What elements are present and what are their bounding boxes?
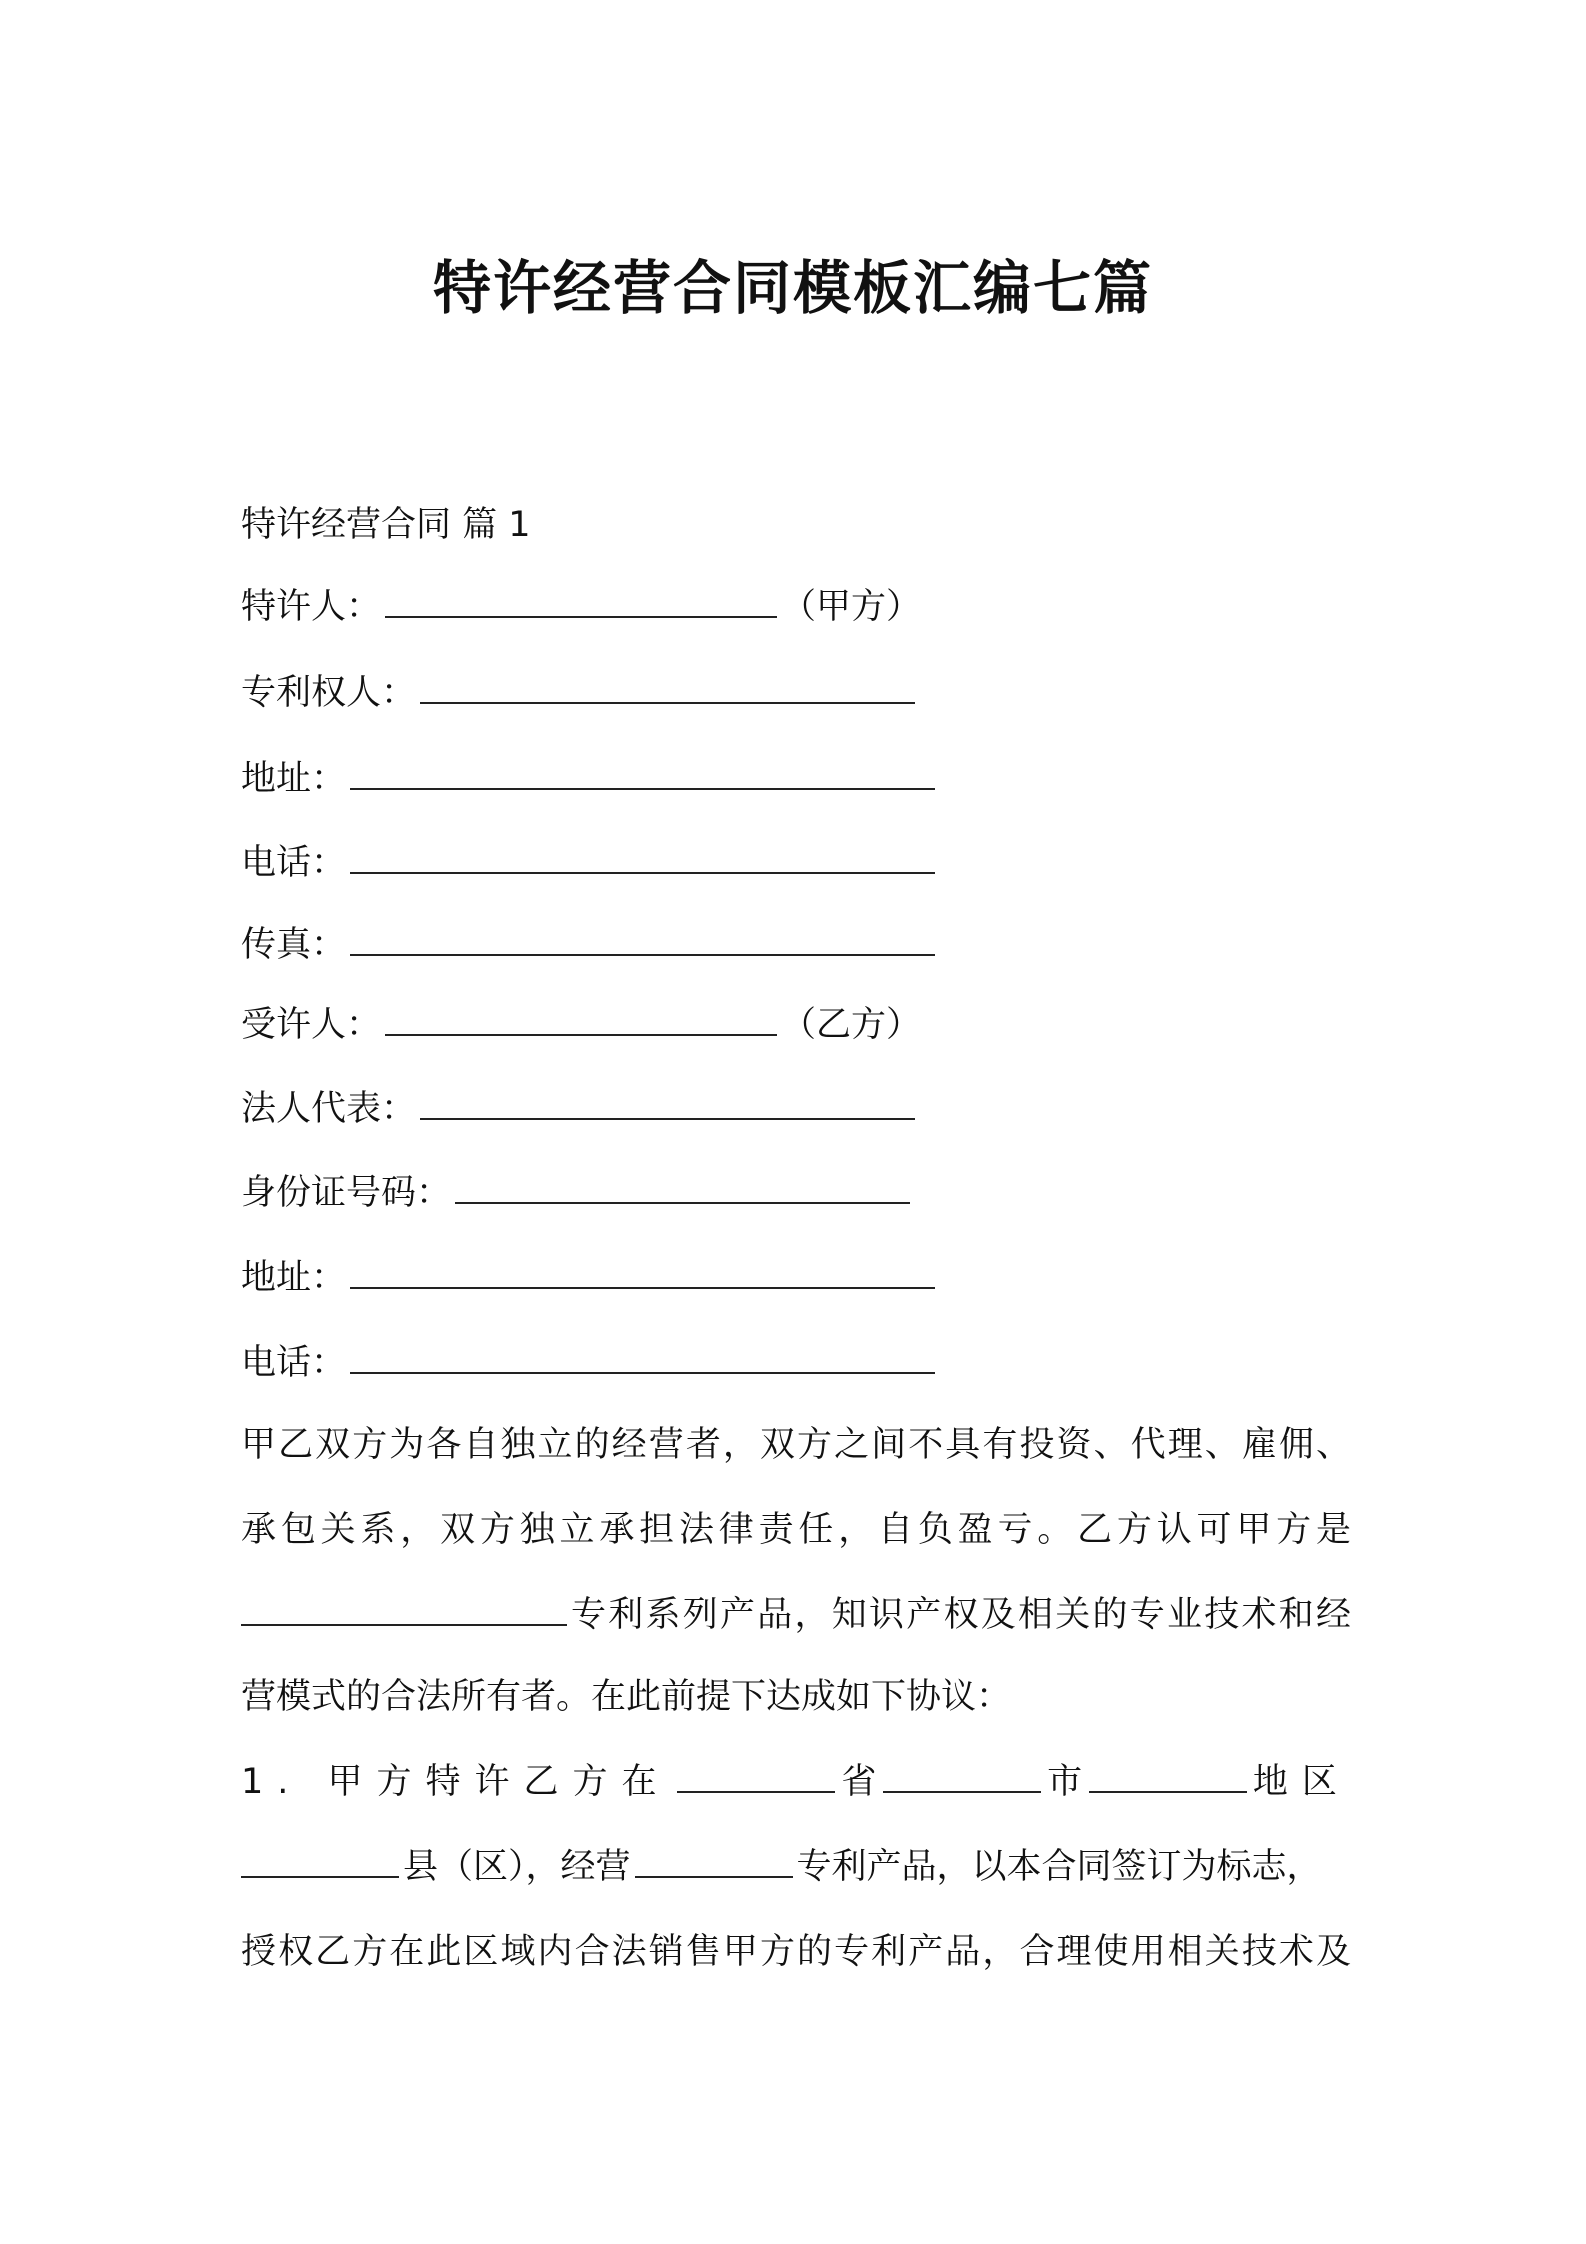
intro-line-4: 营模式的合法所有者。在此前提下达成如下协议： xyxy=(241,1677,1012,1717)
legal-rep-label: 法人代表： xyxy=(241,1089,417,1129)
product-text: 专利产品，以本合同签订为标志， xyxy=(796,1847,1322,1887)
patentee-label: 专利权人： xyxy=(241,673,417,713)
county-blank[interactable] xyxy=(241,1844,399,1878)
clause1-prefix: 1. 甲方特许乙方在 xyxy=(241,1762,671,1802)
clause1-line-3: 授权乙方在此区域内合法销售甲方的专利产品，合理使用相关技术及 xyxy=(241,1932,1351,1972)
section-heading: 特许经营合同 篇 1 xyxy=(241,505,531,545)
party-b-address-blank[interactable] xyxy=(350,1255,935,1289)
province-blank[interactable] xyxy=(677,1759,835,1793)
product-blank[interactable] xyxy=(635,1844,793,1878)
party-a-phone-blank[interactable] xyxy=(350,840,935,874)
party-b-phone-label: 电话： xyxy=(241,1343,347,1383)
province-label: 省 xyxy=(841,1762,877,1802)
city-blank[interactable] xyxy=(883,1759,1041,1793)
patentee-blank[interactable] xyxy=(420,670,915,704)
franchisor-blank[interactable] xyxy=(385,584,777,618)
party-a-phone-label: 电话： xyxy=(241,843,347,883)
licensee-blank[interactable] xyxy=(385,1002,777,1036)
party-b-phone-line xyxy=(241,1338,939,1388)
party-a-fax-blank[interactable] xyxy=(350,922,935,956)
city-label: 市 xyxy=(1047,1762,1083,1802)
party-a-fax-label: 传真： xyxy=(241,925,347,965)
id-number-line xyxy=(241,1168,914,1218)
party-a-address-label: 地址： xyxy=(241,759,347,799)
licensee-suffix: （乙方） xyxy=(781,1005,922,1045)
region-label: 地区 xyxy=(1252,1762,1351,1802)
clause1-line-1 xyxy=(241,1757,1351,1807)
party-a-address-blank[interactable] xyxy=(350,756,935,790)
licensee-label: 受许人： xyxy=(241,1005,382,1045)
intro-line-2: 承包关系，双方独立承担法律责任，自负盈亏。乙方认可甲方是 xyxy=(241,1510,1351,1550)
franchisor-line xyxy=(241,582,921,632)
region-blank[interactable] xyxy=(1089,1759,1247,1793)
id-number-label: 身份证号码： xyxy=(241,1173,452,1213)
legal-rep-blank[interactable] xyxy=(420,1086,915,1120)
party-b-address-line xyxy=(241,1253,939,1303)
party-b-address-label: 地址： xyxy=(241,1258,347,1298)
document-title: 特许经营合同模板汇编七篇 xyxy=(432,254,1153,322)
county-label: 县（区），经营 xyxy=(403,1847,631,1887)
party-a-phone-line xyxy=(241,838,939,888)
franchisor-suffix: （甲方） xyxy=(781,587,922,627)
patentee-line xyxy=(241,668,919,718)
party-b-phone-blank[interactable] xyxy=(350,1340,935,1374)
intro-line-1: 甲乙双方为各自独立的经营者，双方之间不具有投资、代理、雇佣、 xyxy=(241,1425,1351,1465)
franchisor-label: 特许人： xyxy=(241,587,382,627)
intro-line-3-text: 专利系列产品，知识产权及相关的专业技术和经 xyxy=(571,1595,1351,1635)
id-number-blank[interactable] xyxy=(455,1170,910,1204)
party-a-address-line xyxy=(241,754,939,804)
legal-rep-line xyxy=(241,1084,919,1134)
intro-line-3 xyxy=(241,1590,1351,1640)
clause1-line-2 xyxy=(241,1842,1351,1892)
party-a-fax-line xyxy=(241,920,939,970)
licensee-line xyxy=(241,1000,921,1050)
patent-series-blank[interactable] xyxy=(241,1592,567,1626)
